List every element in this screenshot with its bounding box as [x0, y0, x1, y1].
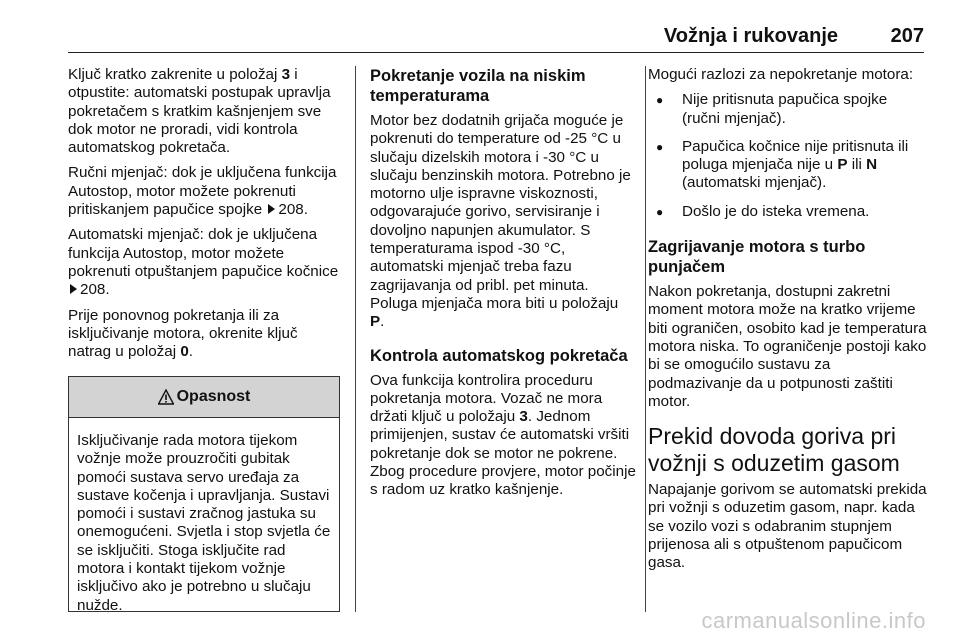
column-1: [68, 66, 340, 368]
page-reference-link[interactable]: 208.: [80, 281, 110, 299]
paragraph-key-position-3: Ključ kratko zakrenite u položaj 3 i otpustite: automatski postupak upravlja pokretačem s kratkim kašnjenjem sve dok motor ne proradi, vidi kontrola automatskog pokretača.: [68, 66, 331, 157]
list-item: ● Papučica kočnice nije pritisnuta ili poluga mjenjača nije u P ili N (automatski mjenjač).: [648, 138, 928, 193]
paragraph-starter-control: Ova funkcija kontrolira proceduru pokretanja motora. Vozač ne mora držati ključ u položaju 3. Jednom primijenjen, sustav će automatski vršiti pokretanje dok se motor ne pokrene. Zbog procedure provjere, motor počinje s radom uz kratko kašnjenje.: [370, 371, 636, 499]
heading-cold-start: Pokretanje vozila na niskim temperaturama: [370, 67, 586, 105]
danger-warning-box: [68, 376, 340, 612]
paragraph-reasons-intro: Mogući razlozi za nepokretanje motora:: [648, 66, 914, 83]
list-item: ● Nije pritisnuta papučica spojke (ručni mjenjač).: [648, 91, 928, 128]
reasons-list: [648, 91, 928, 221]
paragraph-manual-transmission: Ručni mjenjač: dok je uključena funkcija Autostop, motor možete pokrenuti pritiskanjem papučice spojke 208.: [68, 164, 337, 219]
page-number: 207: [890, 25, 924, 47]
column-divider-2: [645, 66, 646, 612]
page-reference-link[interactable]: 208.: [278, 201, 308, 219]
section-title: Vožnja i rukovanje: [663, 25, 838, 47]
paragraph-key-position-0: Prije ponovnog pokretanja ili za isključivanje motora, okrenite ključ natrag u položaj 0.: [68, 306, 298, 361]
paragraph-turbo-warmup: Nakon pokretanja, dostupni zakretni moment motora može na kratko vrijeme biti ograničen, osobito kad je temperatura motora niska. To ograničenje postoji kako bi se omogućilo sustavu za podmazivanje da u potpunosti zaštiti motor.: [648, 283, 927, 410]
list-item: ● Došlo je do isteka vremena.: [648, 203, 928, 221]
page-header: [68, 22, 924, 53]
page-reference-arrow-icon: [70, 284, 77, 294]
heading-fuel-cutoff: Prekid dovoda goriva pri vožnji s oduzetim gasom: [648, 423, 900, 477]
warning-triangle-icon: [158, 389, 174, 405]
page-reference-arrow-icon: [268, 204, 275, 214]
heading-starter-control: Kontrola automatskog pokretača: [370, 346, 628, 365]
paragraph-fuel-cutoff: Napajanje gorivom se automatski prekida pri vožnji s oduzetim gasom, napr. kada se vozilo vozi s odabranim stupnjem prijenosa ali s otpuštenom papučicom gasa.: [648, 481, 927, 572]
heading-turbo-warmup: Zagrijavanje motora s turbo punjačem: [648, 238, 866, 277]
warning-text: Isključivanje rada motora tijekom vožnje može prouzročiti gubitak pomoći sustava servo uređaja za sustave kočenja i upravljanja. Sustavi pomoći i sustavi zračnog jastuka su onemogućeni. Svjetla i stop svjetla će se isključiti. Stoga isključite rad motora i kontakt tijekom vožnje isključivo ako je potrebno u slučaju nužde.: [77, 432, 331, 614]
column-3: [648, 66, 928, 580]
warning-header: [69, 377, 339, 418]
column-divider-1: [355, 66, 356, 612]
warning-title: Opasnost: [176, 388, 251, 405]
watermark: carmanualsonline.info: [701, 608, 926, 633]
paragraph-cold-start: Motor bez dodatnih grijača moguće je pokrenuti do temperature od -25 °C u slučaju dizelskih motora i -30 °C u slučaju benzinskih motora. Potrebno je motorno ulje ispravne viskoznosti, odgovarajuće gorivo, servisiranje i dovoljno napunjen akumulator. S temperaturama ispod -30 °C, automatski mjenjač treba fazu zagrijavanja od pribl. pet minuta. Poluga mjenjača mora biti u položaju P.: [370, 112, 631, 331]
paragraph-automatic-transmission: Automatski mjenjač: dok je uključena funkcija Autostop, motor možete pokrenuti otpuštanjem papučice kočnice 208.: [68, 226, 339, 299]
column-2: [370, 66, 636, 507]
